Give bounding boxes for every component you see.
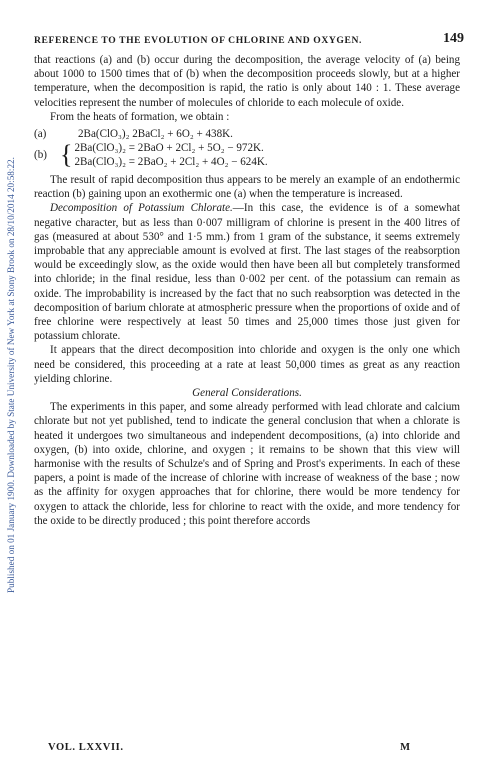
equation-b-line-1: 2Ba(ClO₃)₂ = 2BaO + 2Cl₂ + 5O₂ − 972K. xyxy=(74,141,264,154)
left-brace-icon: { xyxy=(60,140,73,170)
equation-b-line-2: 2Ba(ClO₃)₂ = 2BaO₂ + 2Cl₂ + 4O₂ − 624K. xyxy=(74,155,268,168)
download-notice-text: Published on 01 January 1900. Downloaded by State University of New York at Stony Brook on 28/10/2014 20:58:22. xyxy=(6,157,16,593)
signature-mark: M xyxy=(400,742,410,753)
equation-b xyxy=(34,141,460,169)
page-number: 149 xyxy=(443,31,464,46)
paragraph-4-text: —In this case, the evidence is of a somewhat negative character, but as less than 0·007 milligram of chlorine is present in the 400 litres of gas (measured at about 530° and 1·5 mm.) from 1 gram of the substance, it seems extremely improbable that any appreciable amount is evolved at first. The last stages of the reabsorption would be exceedingly slow, as the oxide would then have been all but completely transformed into chloride; in the final residue, less than 0·002 per cent. of the potassium can remain as oxide. The improbability is increased by the fact that no such reabsorption was detected in the decomposition of barium chlorate at atmospheric pressure when the proportions of oxide and of free chlorine were respectively at least 50 times and 25,000 times those just given for potassium chlorate. xyxy=(34,202,460,343)
paragraph-6: The experiments in this paper, and some already performed with lead chlorate and calcium chlorate but not yet published, tend to indicate the general conclusion that when a chlorate is heated it undergoes two simultaneous and independent decompositions, (a) into chloride and oxygen, (b) into oxide, chlorine, and oxygen ; it remains to be shown that this view will harmonise with the results of Schulze's and of Spring and Prost's experiments. In each of these papers, a point is made of the increase of chlorine with increase of weakness of the base ; now as the affinity for oxygen approaches that for chlorine, there would be more tendency for oxygen to attack the chloride, less for chlorine to react with the oxide, and more tendency for the oxide to be directly produced ; this point therefore accords xyxy=(34,401,460,527)
paragraph-5: It appears that the direct decomposition into chloride and oxygen is the only one which need be considered, this proceeding at a rate at least 50,000 times as great as any reaction yielding chlorine. xyxy=(34,344,460,385)
section-lead-title: Decomposition of Potassium Chlorate. xyxy=(50,202,233,215)
page-body xyxy=(34,53,460,528)
section-heading: General Considerations. xyxy=(192,387,302,400)
page-footer xyxy=(48,742,410,756)
paragraph-2: From the heats of formation, we obtain : xyxy=(50,110,230,123)
paragraph-1: that reactions (a) and (b) occur during the decomposition, the average velocity of (a) being about 1000 to 1500 times that of (b) when the decomposition proceeds slowly, but at a higher temperature, when the decomposition is rapid, the ratio is only about 140 : 1. These average velocities represent the number of molecules of chloride to each molecule of oxide. xyxy=(34,54,460,109)
download-notice xyxy=(2,30,20,720)
equation-a xyxy=(34,127,460,141)
equation-a-label: (a) xyxy=(34,127,47,140)
running-head xyxy=(34,32,464,48)
volume-label: VOL. LXXVII. xyxy=(48,742,124,753)
equation-b-label: (b) xyxy=(34,148,47,161)
equation-a-text: 2Ba(ClO₃)₂ 2BaCl₂ + 6O₂ + 438K. xyxy=(78,127,233,140)
equations-block xyxy=(34,127,460,169)
running-title: REFERENCE TO THE EVOLUTION OF CHLORINE AND OXYGEN. xyxy=(34,35,362,46)
paragraph-3: The result of rapid decomposition thus appears to be merely an example of an endothermic reaction (b) gaining upon an exothermic one (a) when the temperature is increased. xyxy=(34,174,460,201)
paragraph-4 xyxy=(34,201,460,343)
